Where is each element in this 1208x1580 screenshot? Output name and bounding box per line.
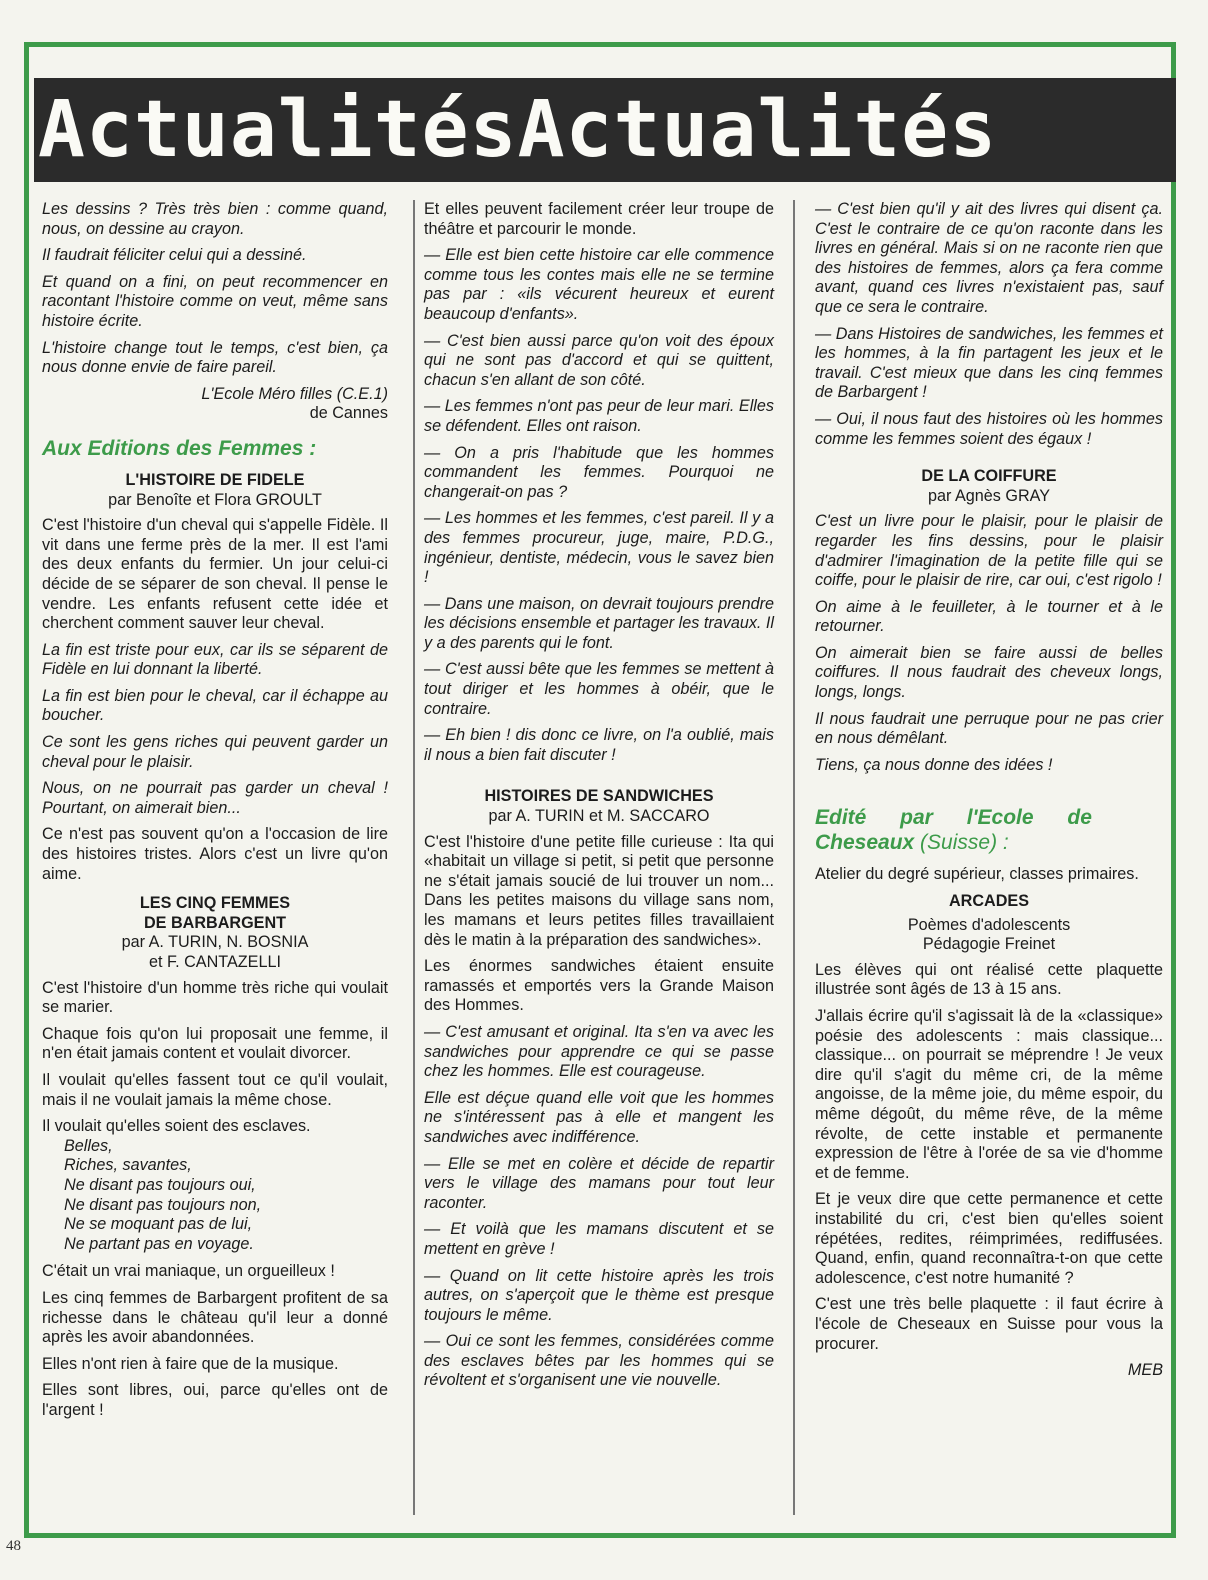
paragraph: C'est un livre pour le plaisir, pour le plaisir de regarder les fins dessins, pour le plaisir d'admirer l'imagination de la petite fille qui se coiffe, pour le plaisir de rire, car oui, c'est rigolo ! (815, 512, 1163, 590)
book-author: par Benoîte et Flora GROULT (108, 490, 322, 509)
country: (Suisse) : (914, 831, 1009, 855)
paragraph: C'est l'histoire d'une petite fille curieuse : Ita qui «habitait un village si petit, si petit que personne ne s'était jamais soucié de lui trouver un nom... Dans les petites maisons du village sans nom, les mamans et leurs petites filles travaillaient dès le matin à la préparation des sandwiches». (424, 832, 774, 949)
signature: L'Ecole Méro filles (C.E.1) (201, 384, 388, 403)
paragraph: — Elle se met en colère et décide de repartir vers le village des mamans pour tout leur raconter. (424, 1154, 774, 1212)
paragraph: Les dessins ? Très très bien : comme quand, nous, on dessine au crayon. (42, 200, 388, 238)
paragraph: L'histoire change tout le temps, c'est bien, ça nous donne envie de faire pareil. (42, 338, 388, 377)
section-heading (815, 830, 1163, 855)
paragraph: — Les hommes et les femmes, c'est pareil. Il y a des femmes procureur, juge, maire, P.D.G., ingénieur, dentiste, médecin, vous le savez bien ! (424, 509, 774, 587)
paragraph: Elle est déçue quand elle voit que les hommes ne s'intéressent pas à elle et mangent les sandwiches avec indifférence. (424, 1088, 774, 1146)
school-name: Cheseaux (815, 831, 915, 855)
book-title: ARCADES (948, 892, 1030, 911)
paragraph: Chaque fois qu'on lui proposait une femme, il n'en était jamais content et voulait divorcer. (42, 1024, 388, 1063)
poem-line: Ne disant pas toujours non, (64, 1195, 262, 1214)
paragraph: Elles sont libres, oui, parce qu'elles ont de l'argent ! (42, 1381, 388, 1419)
column-1 (42, 200, 388, 1427)
book-author: et F. CANTAZELLI (149, 953, 281, 971)
paragraph: Et quand on a fini, on peut recommencer en racontant l'histoire comme on veut, même sans histoire écrite. (42, 272, 388, 330)
paragraph: Et elles peuvent facilement créer leur troupe de théâtre et parcourir le monde. (424, 200, 774, 238)
section-heading: Edité par l'Ecole de (815, 806, 1092, 830)
book-title: DE BARBARGENT (143, 913, 287, 932)
poem-line: Ne se moquant pas de lui, (64, 1215, 253, 1234)
paragraph: Il nous faudrait une perruque pour ne pas crier en nous démêlant. (815, 709, 1163, 748)
paragraph: On aimerait bien se faire aussi de belles coiffures. Il nous faudrait des cheveux longs, longs, longs. (815, 643, 1163, 702)
column-3 (815, 200, 1163, 1388)
book-title: LES CINQ FEMMES (139, 894, 291, 913)
book-author: par A. TURIN et M. SACCARO (488, 807, 710, 826)
poem (64, 1137, 388, 1255)
paragraph: — C'est bien qu'il y ait des livres qui disent ça. C'est le contraire de ce qu'on raconte dans les livres en général. Mais si on ne raconte rien que des histoires de femmes, alors ça fera comme avant, quand ces livres n'existaient pas, sauf que ce sera le contraire. (815, 200, 1163, 316)
paragraph: C'était un vrai maniaque, un orgueilleux ! (42, 1262, 335, 1281)
paragraph: — Oui ce sont les femmes, considérées comme des esclaves bêtes par les hommes qui se révoltent et s'organisent une vie nouvelle. (424, 1332, 774, 1390)
paragraph: — Oui, il nous faut des histoires où les hommes comme les femmes soient des égaux ! (815, 409, 1163, 448)
paragraph: — C'est aussi bête que les femmes se mettent à tout diriger et les hommes à obéir, que le contraire. (424, 660, 774, 718)
paragraph: — Et voilà que les mamans discutent et se mettent en grève ! (424, 1220, 774, 1258)
section-heading: Aux Editions des Femmes : (42, 436, 317, 460)
poem-line: Belles, (64, 1136, 113, 1155)
paragraph: Les élèves qui ont réalisé cette plaquette illustrée sont âgés de 13 à 15 ans. (815, 960, 1163, 999)
paragraph: Il voulait qu'elles soient des esclaves. (42, 1117, 311, 1136)
book-author: par Agnès GRAY (927, 486, 1051, 505)
paragraph: C'est l'histoire d'un homme très riche qui voulait se marier. (42, 978, 388, 1017)
paragraph: Les cinq femmes de Barbargent profitent de sa richesse dans le château qu'il leur a donné après les avoir abandonnées. (42, 1288, 388, 1347)
paragraph: C'est une très belle plaquette : il faut écrire à l'école de Cheseaux en Suisse pour vous la procurer. (815, 1295, 1163, 1353)
book-title: DE LA COIFFURE (921, 467, 1057, 486)
poem-line: Ne partant pas en voyage. (64, 1234, 254, 1253)
page-number: 48 (6, 1538, 21, 1554)
section-banner: ActualitésActualités (34, 78, 1176, 182)
paragraph: — C'est amusant et original. Ita s'en va avec les sandwiches pour apprendre ce qui se passe chez les hommes. Elle est courageuse. (424, 1022, 774, 1081)
paragraph: — On a pris l'habitude que les hommes commandent les femmes. Pourquoi ne changerait-on pas ? (424, 443, 774, 501)
paragraph: Et je veux dire que cette permanence et cette instabilité du cri, c'est bien qu'elles soient répétées, redites, réimprimées, rediffusées. Quand, enfin, quand reconnaîtra-t-on que cette adolescence, c'est notre humanité ? (815, 1190, 1163, 1287)
poem-line: Riches, savantes, (64, 1156, 192, 1175)
book-author: par A. TURIN, N. BOSNIA (121, 933, 309, 952)
paragraph: Tiens, ça nous donne des idées ! (815, 755, 1053, 774)
column-divider (793, 200, 795, 1515)
paragraph: — C'est bien aussi parce qu'on voit des époux qui ne sont pas d'accord et qui se quittent, chacun s'en allant de son côté. (424, 331, 774, 389)
paragraph: — Elle est bien cette histoire car elle commence comme tous les contes mais elle ne se termine pas par : «ils vécurent heureux et eurent beaucoup d'enfants». (424, 246, 774, 323)
paragraph: Il voulait qu'elles fassent tout ce qu'il voulait, mais il ne voulait jamais la même chose. (42, 1070, 388, 1109)
paragraph: Il faudrait féliciter celui qui a dessiné. (42, 246, 307, 265)
paragraph: — Dans une maison, on devrait toujours prendre les décisions ensemble et partager les travaux. Il y a des parents qui le font. (424, 594, 775, 652)
paragraph: — Dans Histoires de sandwiches, les femmes et les hommes, à la fin partagent les jeux et le travail. C'est mieux que dans les cinq femmes de Barbargent ! (815, 324, 1163, 402)
paragraph: La fin est triste pour eux, car ils se séparent de Fidèle en lui donnant la liberté. (42, 640, 388, 679)
poem-line: Ne disant pas toujours oui, (64, 1175, 256, 1194)
paragraph: — Eh bien ! dis donc ce livre, on l'a oublié, mais il nous a bien fait discuter ! (424, 726, 774, 764)
paragraph: Les énormes sandwiches étaient ensuite ramassés et emportés vers la Grande Maison des Hommes. (424, 957, 774, 1015)
book-title: HISTOIRES DE SANDWICHES (484, 787, 714, 806)
book-subtitle: Pédagogie Freinet (922, 935, 1056, 954)
paragraph: — Quand on lit cette histoire après les trois autres, on s'aperçoit que le thème est presque toujours le même. (424, 1266, 774, 1324)
paragraph: Ce sont les gens riches qui peuvent garder un cheval pour le plaisir. (42, 733, 388, 771)
signature: de Cannes (309, 404, 388, 423)
paragraph: C'est l'histoire d'un cheval qui s'appelle Fidèle. Il vit dans une ferme près de la mer. Il est l'ami des deux enfants du fermier. Un jour celui-ci décide de se séparer de son cheval. Il pense le vendre. Les enfants refusent cette idée et cherchent comment sauver leur cheval. (42, 516, 388, 633)
paragraph: Ce n'est pas souvent qu'on a l'occasion de lire des histoires tristes. Alors c'est un livre qu'on aime. (42, 825, 388, 883)
paragraph: Atelier du degré supérieur, classes primaires. (815, 865, 1139, 884)
book-title: L'HISTOIRE DE FIDELE (125, 470, 305, 489)
paragraph: Elles n'ont rien à faire que de la musique. (42, 1354, 339, 1373)
column-2 (424, 200, 774, 1398)
book-subtitle: Poèmes d'adolescents (907, 915, 1071, 934)
column-divider (413, 200, 415, 1515)
paragraph: J'allais écrire qu'il s'agissait là de la «classique» poésie des adolescents : mais classique... classique... on pourrait se méprendre ! Je veux dire qu'il s'agit du même cri, de la même angoisse, de la même joie, du même espoir, du même dégoût, du même rêve, de la même révolte, de cette instable et permanente expression de l'être à l'orée de sa vie d'homme et de femme. (815, 1007, 1163, 1182)
paragraph: La fin est bien pour le cheval, car il échappe au boucher. (42, 686, 388, 725)
signature: MEB (1127, 1361, 1163, 1380)
paragraph: — Les femmes n'ont pas peur de leur mari. Elles se défendent. Elles ont raison. (424, 397, 774, 435)
paragraph: On aime à le feuilleter, à le tourner et à le retourner. (815, 597, 1163, 636)
paragraph: Nous, on ne pourrait pas garder un cheval ! Pourtant, on aimerait bien... (42, 779, 388, 817)
